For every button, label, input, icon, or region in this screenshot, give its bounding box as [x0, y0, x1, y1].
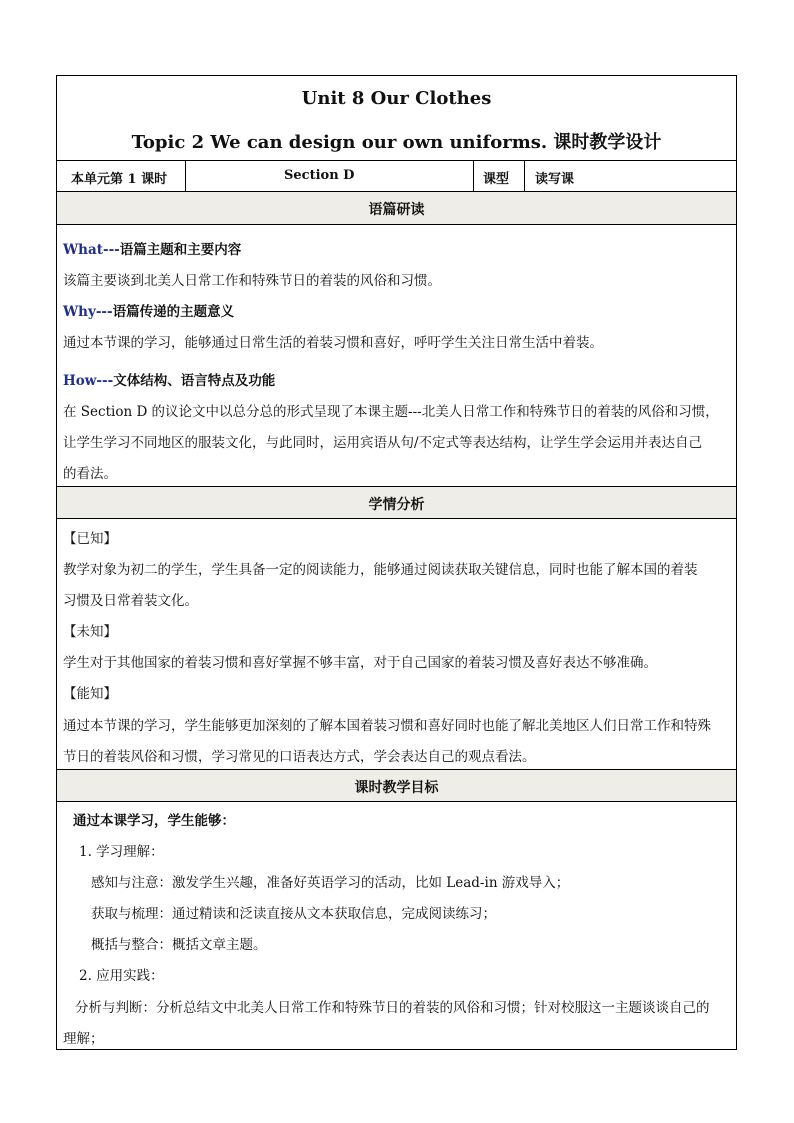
section-heading-objectives: 课时教学目标	[354, 780, 439, 796]
known-line: 教学对象为初二的学生，学生具备一定的阅读能力，能够通过阅读获取关键信息，同时也能了解本国的着装	[63, 562, 698, 578]
why-heading	[63, 300, 234, 320]
able-line: 通过本节课的学习，学生能够更加深刻的了解本国着装习惯和喜好同时也能了解北美地区人们日常工作和特殊	[63, 718, 711, 734]
objective-line: 感知与注意：激发学生兴趣，准备好英语学习的活动，比如 Lead-in 游戏导入；	[91, 875, 570, 891]
how-body-line: 让学生学习不同地区的服装文化，与此同时，运用宾语从句/不定式等表达结构，让学生学会运用并表达自己	[63, 435, 703, 451]
how-label: How---	[63, 373, 114, 389]
why-label: Why---	[63, 304, 113, 320]
divider	[57, 224, 736, 225]
divider	[185, 160, 186, 191]
how-title: 文体结构、语言特点及功能	[113, 373, 276, 389]
able-line: 节日的着装风俗和习惯，学习常见的口语表达方式，学会表达自己的观点看法。	[63, 749, 536, 765]
what-body: 该篇主要谈到北美人日常工作和特殊节日的着装的风俗和习惯。	[63, 273, 441, 289]
what-label: What---	[63, 242, 120, 258]
why-title: 语篇传递的主题意义	[112, 304, 235, 320]
divider	[524, 160, 525, 191]
section-heading-text-analysis: 语篇研读	[368, 202, 425, 218]
objective-line: 分析与判断：分析总结文中北美人日常工作和特殊节日的着装的风俗和习惯；针对校服这一主题谈谈自己的	[75, 1000, 710, 1016]
known-line: 习惯及日常着装文化。	[63, 593, 198, 609]
what-title: 语篇主题和主要内容	[119, 242, 242, 258]
lesson-plan-table	[56, 75, 737, 1050]
what-heading	[63, 238, 241, 258]
objective-item-2: 2. 应用实践：	[79, 968, 164, 984]
objective-item-1: 1. 学习理解：	[79, 844, 164, 860]
objectives-intro: 通过本课学习，学生能够：	[73, 813, 235, 829]
topic-title: Topic 2 We can design our own uniforms. 课时教学设计	[131, 132, 662, 153]
unit-title: Unit 8 Our Clothes	[301, 88, 492, 109]
lesson-type-label: 课型	[483, 172, 510, 187]
divider	[57, 518, 736, 519]
able-label: 【能知】	[63, 686, 117, 702]
divider	[57, 160, 736, 161]
section-cell: Section D	[284, 168, 355, 183]
why-body: 通过本节课的学习，能够通过日常生活的着装习惯和喜好，呼吁学生关注日常生活中着装。	[63, 335, 603, 351]
how-body-line: 的看法。	[63, 466, 117, 482]
objective-line: 理解；	[63, 1031, 104, 1047]
objective-line: 获取与梳理：通过精读和泛读直接从文本获取信息，完成阅读练习；	[91, 906, 496, 922]
section-heading-learner-analysis: 学情分析	[368, 497, 425, 513]
objective-line: 概括与整合：概括文章主题。	[91, 937, 267, 953]
lesson-number-cell: 本单元第 1 课时	[71, 172, 168, 187]
divider	[473, 160, 474, 191]
divider	[57, 801, 736, 802]
unknown-line: 学生对于其他国家的着装习惯和喜好掌握不够丰富，对于自己国家的着装习惯及喜好表达不够准确。	[63, 655, 657, 671]
lesson-type-value: 读写课	[535, 172, 575, 187]
how-heading	[63, 369, 275, 389]
how-body-line: 在 Section D 的议论文中以总分总的形式呈现了本课主题---北美人日常工作和特殊节日的着装的风俗和习惯，	[63, 404, 719, 420]
known-label: 【已知】	[63, 531, 117, 547]
unknown-label: 【未知】	[63, 624, 117, 640]
